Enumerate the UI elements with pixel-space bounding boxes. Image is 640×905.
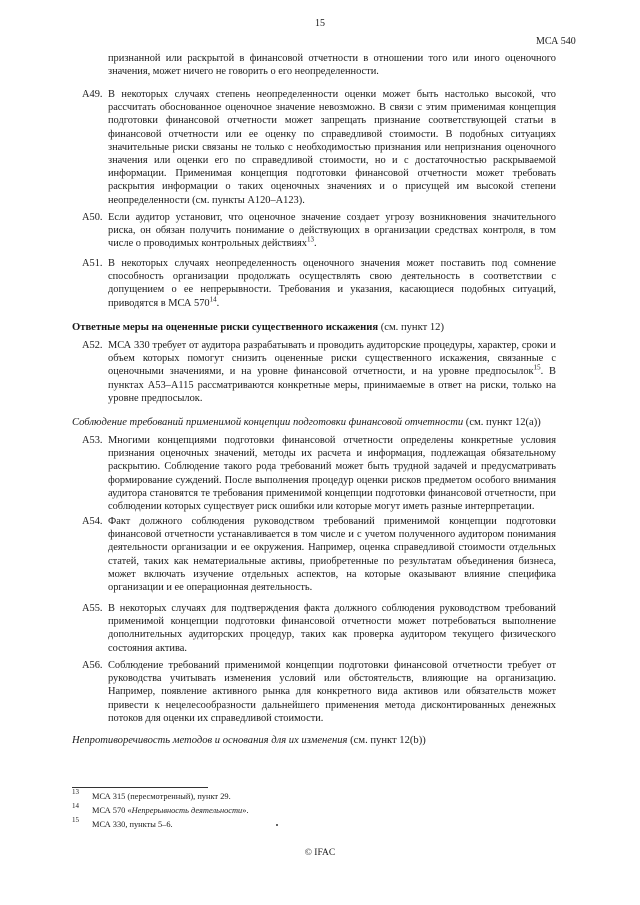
heading-text: Соблюдение требований применимой концепции подготовки финансовой отчетности: [72, 417, 464, 428]
footnote-text-italic: Непрерывность деятельности: [131, 806, 243, 815]
paragraph-label: A55.: [82, 603, 103, 614]
subsection-heading: [72, 416, 556, 429]
paragraph-label: A51.: [82, 258, 103, 269]
footnote-text: МСА 315 (пересмотренный), пункт 29.: [92, 792, 231, 801]
page-number: 15: [315, 18, 325, 29]
heading-reference: (см. пункт 12(a)): [463, 417, 541, 428]
paragraph-end: . В пунктах A53–A115 рассматриваются конкретные меры, принимаемые в ответ на риски, только на уровне предпосылок.: [108, 366, 556, 404]
paragraph-end: .: [216, 297, 220, 309]
paragraph-text: В некоторых случаях степень неопределенности оценки может быть настолько высокой, что рассчитать обоснованное оценочное значение невозможно. В связи с этим применимая концепция подготовки финансовой отчетности может запрещать признание соответствующей статьи в финансовой отчетности или ее оценку по справедливой стоимости. В подобных ситуациях значительные риски связаны не только с необходимостью признания или непризнания оценочного значения или оценки его по справедливой стоимости, но и с достаточностью раскрываемой информации. Применимая концепция подготовки финансовой отчетности может требовать раскрытия информации о таких оценочных значениях и о присущей им высокой степени неопределенности (см. пункты A120–A123).: [108, 89, 556, 206]
paragraph-text: В некоторых случаях для подтверждения факта должного соблюдения руководством требований применимой концепции подготовки финансовой отчетности может потребоваться выполнение дополнительных аудиторских процедур, таких как проверка аудитором текущего физического состояния актива.: [108, 603, 556, 654]
footnote-text: [92, 806, 249, 815]
paragraph-end: .: [313, 238, 317, 250]
heading-text: Ответные меры на оцененные риски существенного искажения: [72, 322, 379, 333]
footnote-ref: 15: [533, 363, 541, 372]
document-code: МСА 540: [536, 36, 576, 47]
paragraph-label: A56.: [82, 660, 103, 671]
paragraph-body: МСА 330 требует от аудитора разрабатывать и проводить аудиторские процедуры, характер, сроки и объем которых помогут снизить оцененные риски существенного искажения, связанные с оценочными значениями, и на уровне финансовой отчетности, и на уровне предпосылок: [108, 340, 556, 378]
paragraph-text: [108, 257, 556, 310]
footnote-ref: 14: [209, 295, 217, 304]
heading-reference: (см. пункт 12): [378, 322, 444, 333]
heading-reference: (см. пункт 12(b)): [347, 735, 426, 746]
paragraph-label: A50.: [82, 212, 103, 223]
section-heading: [72, 321, 556, 334]
paragraph-text: Факт должного соблюдения руководством требований применимой концепции подготовки финансовой отчетности устанавливается в том числе и с учетом полученного аудитором понимания деятельности организации и ее окружения. Например, оценка справедливой стоимости отдельных статей, таких как нематериальные активы, приобретенные по результатам объединения бизнеса, может включать изучение отдельных аспектов, на которые оказывают влияние специфика организации и ее операционная деятельность.: [108, 516, 556, 594]
footer-copyright: © IFAC: [304, 848, 336, 858]
paragraph-text: Многими концепциями подготовки финансовой отчетности определены конкретные условия признания оценочных значений, методы их расчета и информация, подлежащая обязательному раскрытию. Соблюдение такого рода требований может быть трудной задачей и предусматривать формирование суждений. После выполнения процедур оценки рисков предметом особого внимания аудитора становятся те требования применимой концепции подготовки финансовой отчетности, при соблюдении которых существует риск ошибки или которые могут иметь разные интерпретации.: [108, 435, 556, 513]
paragraph-label: A53.: [82, 435, 103, 446]
paragraph-label: A49.: [82, 89, 103, 100]
subsection-heading: [72, 734, 556, 747]
footnote-text-end: ».: [242, 806, 249, 815]
stray-dot: [276, 824, 278, 826]
footnote-text-plain: МСА 570 «: [92, 806, 132, 815]
footnote-text: МСА 330, пункты 5–6.: [92, 820, 173, 829]
paragraph-text: [108, 339, 556, 405]
footnote-divider: [72, 787, 208, 788]
footnote-ref: 13: [306, 235, 314, 244]
paragraph-text: признанной или раскрытой в финансовой отчетности в отношении того или иного оценочного значения, может ничего не говорить о его неопределенности.: [108, 53, 556, 78]
paragraph-label: A52.: [82, 340, 103, 351]
paragraph-body: В некоторых случаях неопределенность оценочного значения может поставить под сомнение способность организации продолжать осуществлять свою деятельность в соответствии с допущением о ее непрерывности. Требования и указания, касающиеся подобных ситуаций, приводятся в МСА 570: [108, 258, 556, 309]
paragraph-text: Соблюдение требований применимой концепции подготовки финансовой отчетности требует от руководства учитывать изменения условий или обстоятельств, влияющие на организацию. Например, появление активного рынка для конкретного вида активов или обязательств может привести к нецелесообразности дальнейшего применения метода дисконтированных денежных потоков для оценки их справедливой стоимости.: [108, 660, 556, 724]
paragraph-label: A54.: [82, 516, 103, 527]
paragraph-body: Если аудитор установит, что оценочное значение создает угрозу возникновения значительного риска, он обязан получить понимание о действующих в организации средствах контроля, в том числе о проводимых контрольных действиях: [108, 212, 556, 250]
heading-text: Непротиворечивость методов и основания для их изменения: [72, 735, 348, 746]
paragraph-text: [108, 211, 556, 251]
